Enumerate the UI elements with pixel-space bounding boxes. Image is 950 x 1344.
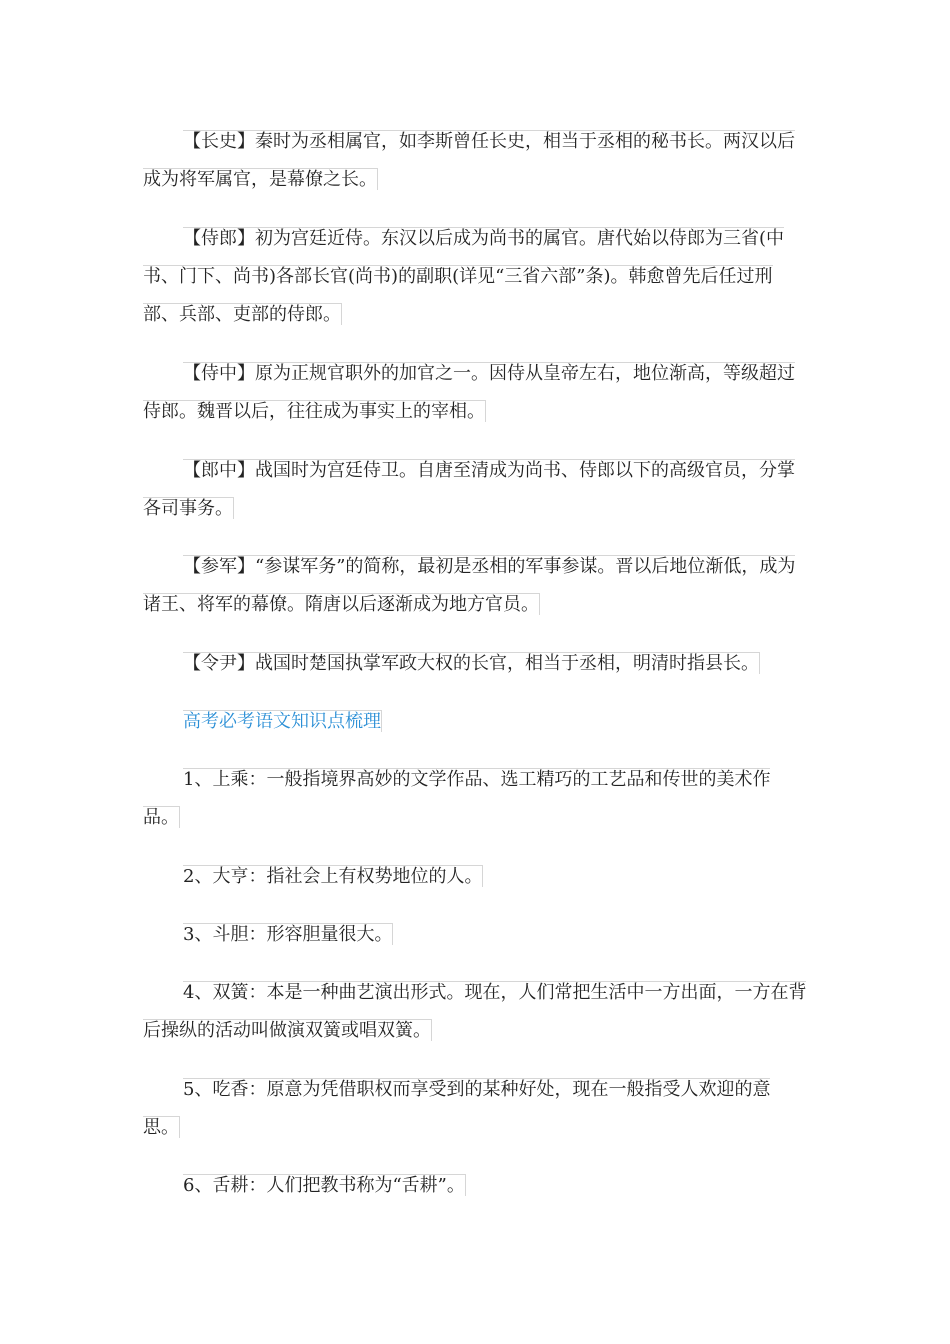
list-item-text: 3、斗胆：形容胆量很大。	[183, 924, 393, 945]
paragraph-text: 【参军】“参谋军务”的简称，最初是丞相的军事参谋。晋以后地位渐低，成为诸王、将军的幕僚。隋唐以后逐渐成为地方官员。	[143, 556, 796, 615]
list-item	[143, 761, 807, 837]
paragraph-canjun	[143, 548, 807, 624]
paragraph-changshi	[143, 123, 807, 199]
section-heading	[143, 703, 807, 741]
list-item-text: 5、吃香：原意为凭借职权而享受到的某种好处，现在一般指受人欢迎的意思。	[143, 1079, 771, 1138]
list-item	[143, 1071, 807, 1147]
list-item-text: 2、大亨：指社会上有权势地位的人。	[183, 866, 483, 887]
list-item-text: 6、舌耕：人们把教书称为“舌耕”。	[183, 1175, 465, 1196]
paragraph-text: 【侍中】原为正规官职外的加官之一。因侍从皇帝左右，地位渐高，等级超过侍郎。魏晋以后，往往成为事实上的宰相。	[143, 363, 795, 422]
list-item	[143, 858, 807, 896]
paragraph-text: 【郎中】战国时为宫廷侍卫。自唐至清成为尚书、侍郎以下的高级官员，分掌各司事务。	[143, 460, 795, 519]
list-item-text: 1、上乘：一般指境界高妙的文学作品、选工精巧的工艺品和传世的美术作品。	[143, 769, 771, 828]
paragraph-text: 【长史】秦时为丞相属官，如李斯曾任长史，相当于丞相的秘书长。两汉以后成为将军属官，是幕僚之长。	[143, 131, 795, 190]
paragraph-shilang	[143, 220, 807, 334]
list-item	[143, 916, 807, 954]
section-heading-text: 高考必考语文知识点梳理	[183, 711, 381, 732]
list-item	[143, 1167, 807, 1205]
paragraph-text: 【侍郎】初为宫廷近侍。东汉以后成为尚书的属官。唐代始以侍郎为三省(中书、门下、尚书)各部长官(尚书)的副职(详见“三省六部”条)。韩愈曾先后任过刑部、兵部、吏部的侍郎。	[143, 228, 785, 325]
paragraph-langzhong	[143, 452, 807, 528]
list-item	[143, 974, 807, 1050]
paragraph-text: 【令尹】战国时楚国执掌军政大权的长官，相当于丞相，明清时指县长。	[183, 653, 759, 674]
paragraph-lingyin	[143, 645, 807, 683]
paragraph-shizhong	[143, 355, 807, 431]
list-item-text: 4、双簧：本是一种曲艺演出形式。现在，人们常把生活中一方出面，一方在背后操纵的活动叫做演双簧或唱双簧。	[143, 982, 807, 1041]
